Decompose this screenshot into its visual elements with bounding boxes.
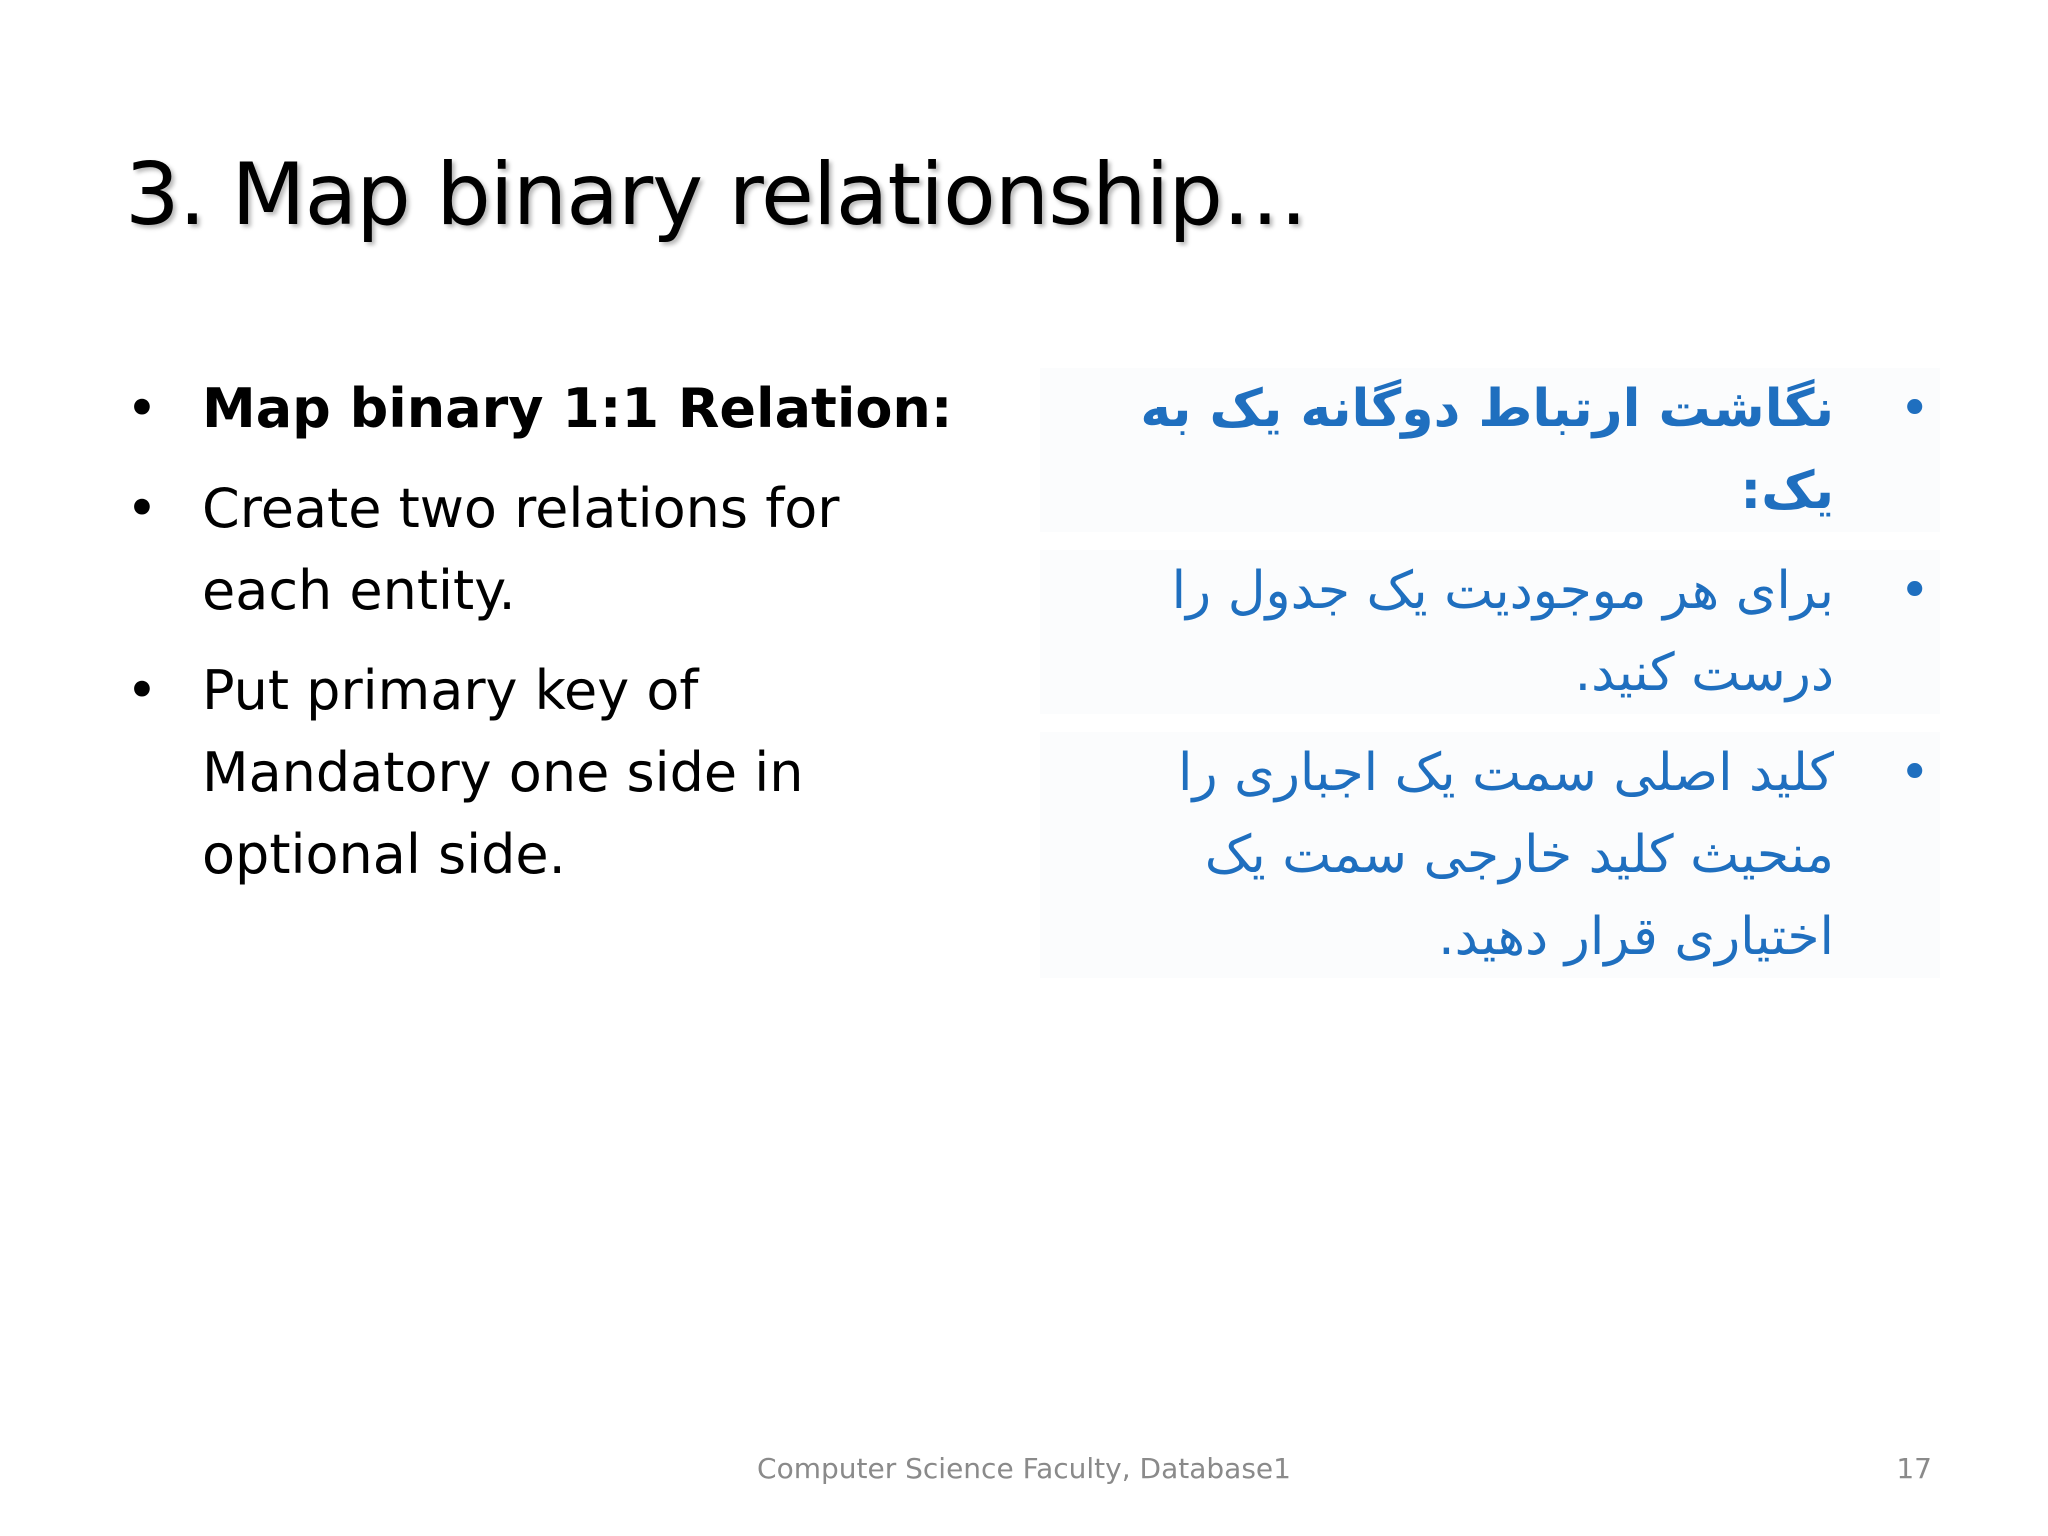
- persian-bullet-list: [1040, 368, 1940, 996]
- persian-bullet-text: کلید اصلی سمت یک اجباری را منحیث کلید خارجی سمت یک اختیاری قرار دهید.: [1178, 743, 1834, 967]
- bullet-marker: •: [126, 477, 158, 540]
- slide-title: 3. Map binary relationship…: [125, 145, 1307, 245]
- bullet-marker: •: [1899, 379, 1930, 439]
- persian-bullet-item: [1040, 732, 1940, 978]
- english-bullet-item: [118, 650, 978, 896]
- english-bullet-item: [118, 368, 978, 450]
- persian-bullet-item: [1040, 368, 1940, 532]
- english-bullet-text: Map binary 1:1 Relation:: [202, 377, 953, 440]
- bullet-marker: •: [1899, 743, 1930, 803]
- english-bullet-list: [118, 368, 978, 914]
- persian-bullet-item: [1040, 550, 1940, 714]
- bullet-marker: •: [126, 659, 158, 722]
- page-number: 17: [1896, 1452, 1932, 1485]
- bullet-marker: •: [1899, 561, 1930, 621]
- english-bullet-item: [118, 468, 978, 632]
- english-bullet-text: Create two relations for each entity.: [202, 477, 840, 622]
- slide-footer: Computer Science Faculty, Database1: [757, 1452, 1291, 1485]
- persian-bullet-text: نگاشت ارتباط دوگانه یک به یک:: [1140, 379, 1834, 521]
- english-bullet-text: Put primary key of Mandatory one side in optional side.: [202, 659, 804, 886]
- bullet-marker: •: [126, 377, 158, 440]
- persian-bullet-text: برای هر موجودیت یک جدول را درست کنید.: [1171, 561, 1834, 703]
